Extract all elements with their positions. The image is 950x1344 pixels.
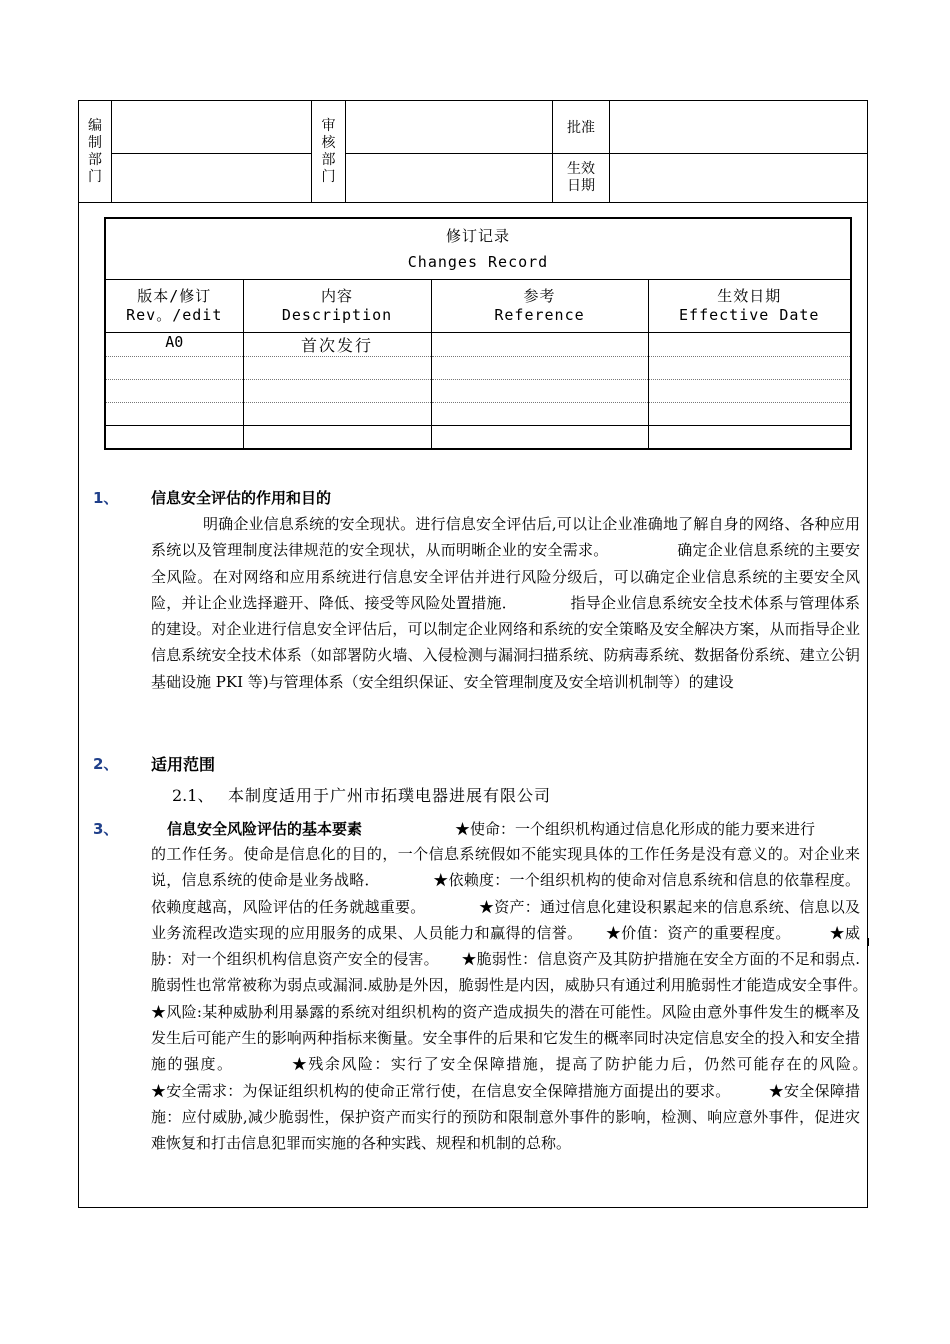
table-row: [105, 403, 851, 426]
effective-date-cell: [648, 333, 851, 357]
table-row: [105, 333, 851, 357]
column-header-rev-en: Rev。/edit: [126, 306, 223, 324]
review-dept-value-top[interactable]: [346, 101, 553, 154]
approve-label: 批准: [567, 120, 595, 136]
column-header-effective-date-cn: 生效日期: [717, 287, 782, 305]
description-cell: 首次发行: [243, 333, 431, 357]
table-row: [105, 357, 851, 380]
section-2-title: 适用范围: [151, 755, 216, 774]
reference-cell: [431, 333, 648, 357]
column-header-reference: [431, 280, 648, 333]
compiled-dept-value-top[interactable]: [112, 101, 312, 154]
section-2-number: 2、: [93, 755, 119, 773]
compiled-dept-label-cell: [79, 101, 112, 203]
column-header-description-cn: 内容: [320, 287, 353, 305]
review-dept-value-bottom[interactable]: [346, 154, 553, 203]
effective-date-value[interactable]: [610, 154, 868, 203]
table-row: [105, 426, 851, 450]
section-1-body: 明确企业信息系统的安全现状。进行信息安全评估后,可以让企业准确地了解自身的网络、各种应用系统以及管理制度法律规范的安全现状，从而明晰企业的安全需求。 确定企业信息系统的主要安全风险。在对网络和应用系统进行信息安全评估并进行风险分级后，可以确定企业信息系统的主要安全风险，并让企业选择避开、降低、接受等风险处置措施． 指导企业信息系统安全技术体系与管理体系的建设。对企业进行信息安全评估后，可以制定企业网络和系统的安全策略及安全解决方案，从而指导企业信息系统安全技术体系（如部署防火墙、入侵检测与漏洞扫描系统、防病毒系统、数据备份系统、建立公钥基础设施 PKI 等)与管理体系（安全组织保证、安全管理制度及安全培训机制等）的建设: [151, 515, 860, 691]
section-1-number: 1、: [93, 489, 119, 507]
margin-marker: [867, 938, 869, 946]
revision-record-title: [105, 218, 851, 280]
revision-title-cn: 修订记录: [445, 227, 510, 245]
effective-date-label: 生效日期: [567, 161, 595, 194]
approval-header-table: [78, 100, 868, 203]
section-2-1-text: 本制度适用于广州市拓璞电器进展有限公司: [228, 786, 552, 805]
section-3-body: 的工作任务。使命是信息化的目的，一个信息系统假如不能实现具体的工作任务是没有意义的。对企业来说，信息系统的使命是业务战略． ★依赖度：一个组织机构的使命对信息系统和信息的依靠程度。依赖度越高，风险评估的任务就越重要。 ★资产：通过信息化建设积累起来的信息系统、信息以及业务流程改造实现的应用服务的成果、人员能力和赢得的信誉。 ★价值：资产的重要程度。 ★威胁：对一个组织机构信息资产安全的侵害。 ★脆弱性：信息资产及其防护措施在安全方面的不足和弱点.脆弱性也常常被称为弱点或漏洞.威胁是外因，脆弱性是内因，威胁只有通过利用脆弱性才能造成安全事件。 ★风险:某种威胁利用暴露的系统对组织机构的资产造成损失的潜在可能性。风险由意外事件发生的概率及发生后可能产生的影响两种指标来衡量。安全事件的后果和它发生的概率同时决定信息安全的投入和安全措施的强度。 ★残余风险：实行了安全保障措施，提高了防护能力后，仍然可能存在的风险。 ★安全需求：为保证组织机构的使命正常行使，在信息安全保障措施方面提出的要求。 ★安全保障措施：应付威胁,减少脆弱性，保护资产而实行的预防和限制意外事件的影响，检测、响应意外事件，促进灾难恢复和打击信息犯罪而实施的各种实践、规程和机制的总称。: [151, 845, 921, 1153]
column-header-reference-cn: 参考: [523, 287, 556, 305]
revision-record-table: [104, 217, 852, 450]
column-header-description-en: Description: [281, 306, 393, 324]
section-2-1-number: 2.1、: [172, 786, 214, 805]
compiled-dept-label: 编制部门: [88, 117, 102, 185]
section-3-title: 信息安全风险评估的基本要素: [167, 820, 363, 838]
section-1-title: 信息安全评估的作用和目的: [151, 489, 332, 507]
section-3-number: 3、: [93, 820, 119, 838]
column-header-effective-date-en: Effective Date: [679, 306, 820, 324]
effective-date-label-cell: [553, 154, 610, 203]
section-3-body-first-line: ★使命：一个组织机构通过信息化形成的能力要来进行: [455, 820, 816, 838]
approve-label-cell: [553, 101, 610, 154]
column-header-reference-en: Reference: [494, 306, 585, 324]
compiled-dept-value-bottom[interactable]: [112, 154, 312, 203]
column-header-description: [243, 280, 431, 333]
revision-title-en: Changes Record: [407, 253, 549, 271]
table-row: [105, 380, 851, 403]
column-header-rev: [105, 280, 243, 333]
column-header-effective-date: [648, 280, 851, 333]
rev-cell: A0: [105, 333, 243, 357]
review-dept-label-cell: [312, 101, 346, 203]
column-header-rev-cn: 版本/修订: [137, 287, 212, 305]
approve-value[interactable]: [610, 101, 868, 154]
review-dept-label: 审核部门: [321, 117, 336, 185]
